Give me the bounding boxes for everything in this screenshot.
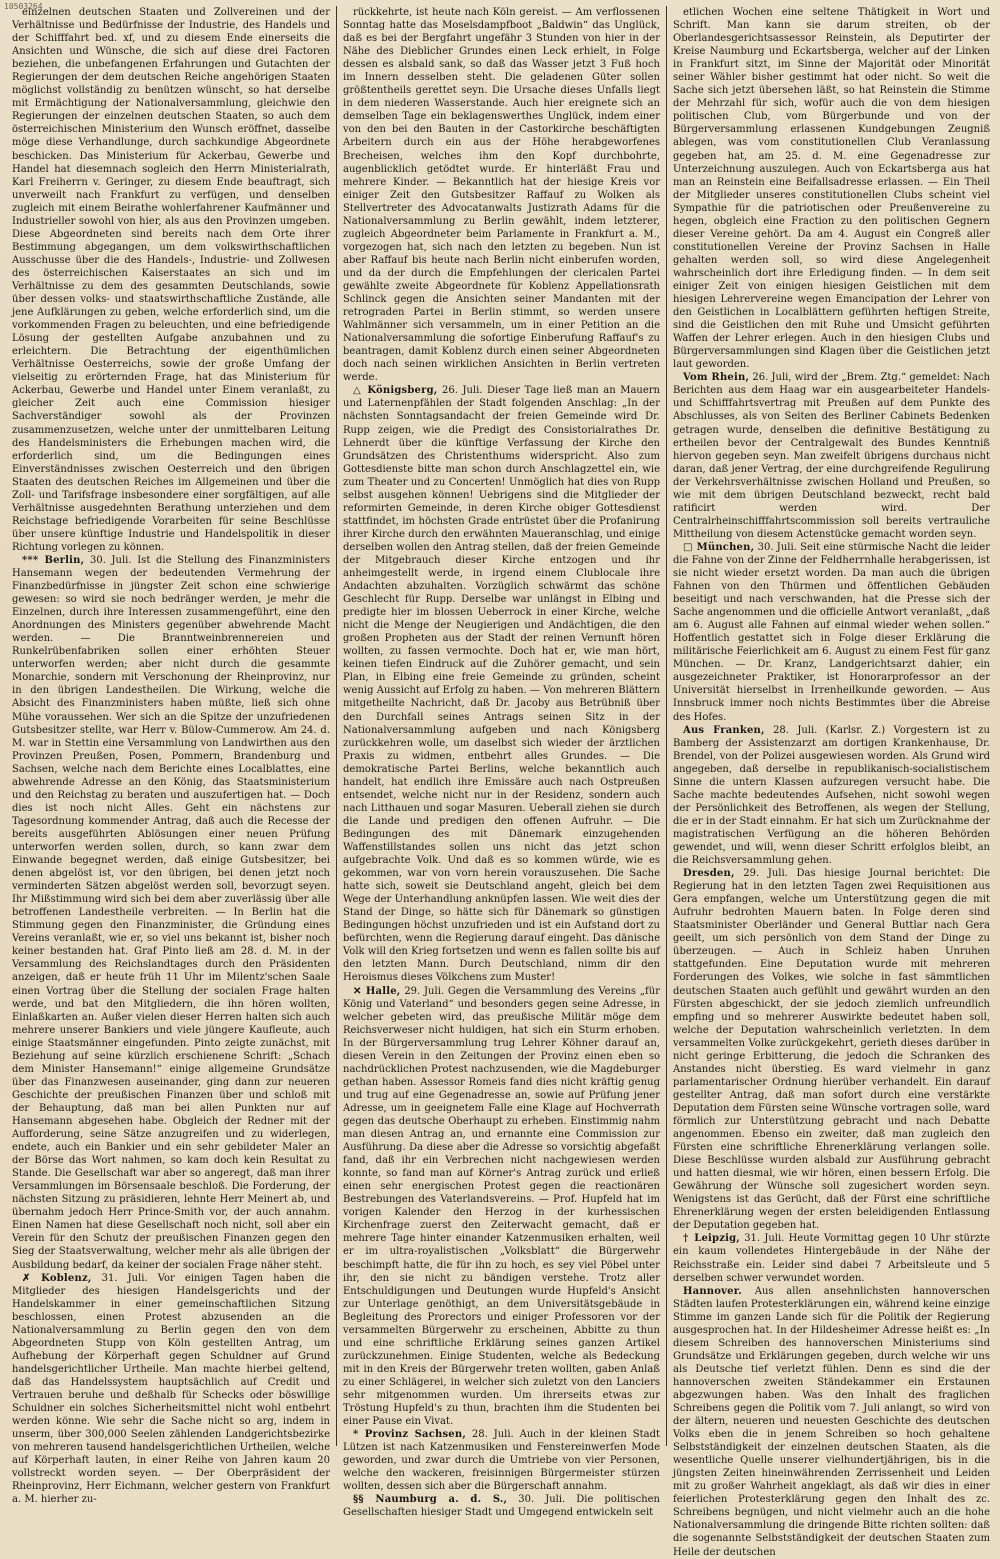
column-middle	[336, 6, 666, 1519]
paragraph-text: 30. Juli. Ist die Stellung des Finanzministers Hansemann wegen der bedeutenden Vermehrung der Finanzbedürfnisse in jüngster Zeit schon eine schwierige gewesen: so wird sie noch bedränger werden, je mehr die Einzelnen, durch ihre Interessen zusammengeführt, eine den Anordnungen des Ministers gegenüber abwehrende Macht werden. — Die Branntweinbrennereien und Runkelrübenfabriken sollen einer erhöhten Steuer unterworfen werden; aber nicht durch die gesammte Monarchie, sondern mit Verschonung der Rheinprovinz, nur in den übrigen Landestheilen. Die Wirkung, welche die Absicht des Finanzministers haben müßte, ließ sich ohne Mühe voraussehen. Wer sich an die Spitze der unzufriedenen Gutsbesitzer stellte, war Herr v. Bülow-Cummerow. Am 24. d. M. war in Stettin eine Versammlung von Landwirthen aus den Provinzen Preußen, Posen, Pommern, Brandenburg und Sachsen, welche nach dem Berichte eines Localblattes, eine abwehrende Adresse an den König, das Staatsministerium und den Reichstag zu beraten und auszufertigen hat. — Doch dies ist noch nicht Alles. Geht ein nächstens zur Tagesordnung kommender Antrag, daß auch die Recesse der bereits ausgeführten Ablösungen einer neuen Prüfung unterworfen werden sollen, durch, so kann zwar dem Einwande begegnet werden, daß einige Gutsbesitzer, bei denen abgelöst ist, vor den übrigen, bei denen jetzt noch verminderten Sätzen abgelöst werden soll, bevorzugt seyen. Ihr Mißstimmung wird sich bei dem aber zuverlässig über alle betroffenen Landestheile verbreiten. — In Berlin hat die Stimmung gegen den Finanzminister, die Gründung eines Vereins veranlaßt, wie er, so viel uns bekannt ist, bisher noch keiner bestanden hat. Graf Pinto ließ am 28. d. M. in der Versammlung des Reichslandtages durch den Präsidenten anzeigen, daß er heute früh 11 Uhr im Milentz'schen Saale einen Vortrag über die Stellung der socialen Frage halten werde, und bat den Mitgliedern, die ihn hören wollten, Einlaßkarten an. Außer vielen dieser Herren halten sich auch mehrere unserer Bankiers und viele jüngere Kaufleute, auch einige Staatsmänner eingefunden. Pinto zeigte zunächst, mit Beziehung auf seine kürzlich erschienene Schrift: „Schach dem Minister Hansemann!“ einige allgemeine Grundsätze über das Finanzwesen auseinander, ging dann zur neueren Geschichte der preußischen Finanzen über und schloß mit der Behauptung, daß man bei allen Punkten nur auf Hansemann abgesehen habe. Obgleich der Redner mit der Aufforderung, seine Sätze anzugreifen und zu widerlegen, endete, auch ein Bankier und ein sehr gebildeter Maler an der Börse das Wort nahmen, so kam doch kein Resultat zu Stande. Die Gesellschaft war aber so angeregt, daß man ihrer Versammlungen im Börsensaale beschloß. Die Forderung, der nächsten Sitzung zu präsidieren, lehnte Herr Meinert ab, und übernahm jedoch Herr Prince-Smith vor, der auch annahm. Einen Namen hat diese Gesellschaft noch nicht, soll aber ein Verein für den Schutz der preußischen Finanzen gegen den Sieg der Staatsverwaltung, welcher mehr als alle übrigen der Ausbildung bedarf, da keiner der socialen Frage näher steht.	[12, 554, 330, 1271]
dateline: ✕ Halle,	[353, 985, 401, 997]
paragraph-text: 30. Juli. Die politischen Gesellschaften hiesiger Stadt und Umgegend entwickeln seit	[343, 1494, 660, 1519]
paragraph-text: 30. Juli. Seit eine stürmische Nacht die leider die Fahne von der Zinne der Feldherrnhalle herabgerissen, ist sie nicht wieder ersetzt worden. Da man auch die übrigen Fahnen von den Thürmen und öffentlichen Gebäuden beseitigt und nach verschwanden, hat die Presse sich der Sache angenommen und die officielle Antwort veranlaßt, „daß am 6. August alle Fahnen auf einmal wieder wehen sollen.“ Hoffentlich gestattet sich in Folge dieser Erklärung die militärische Feierlichkeit am 6. August zu einem Fest für ganz München. — Dr. Kranz, Landgerichtsarzt dahier, ein ausgezeichneter Praktiker, ist Honorarprofessor an der Universität hierselbst in Irrenheilkunde geworden. — Aus Innsbruck immer noch nichts Bestimmtes über die Abreise des Hofes.	[673, 541, 990, 723]
paragraph-text: etlichen Wochen eine seltene Thätigkeit in Wort und Schrift. Man kann sie darum streiten, ob der Oberlandesgerichtsassessor Reinstein, als Deputirter der Kreise Naumburg und Eckartsberga, welcher auf der Linken in Frankfurt sitzt, im Sinne der Majorität oder Minorität seiner Wähler bisher gestimmt hat oder nicht. So weit die Sache sich jetzt übersehen läßt, so hat Reinstein die Stimme der Mehrzahl für sich, wofür auch die von dem hiesigen politischen Club, vom Bürgerbunde und von der Bürgerversammlung erlassenen Kundgebungen Zeugniß ablegen, was vom constitutionellen Club Veranlassung gegeben hat, am 25. d. M. eine Gegenadresse zur Unterzeichnung auszulegen. Auch von Eckartsberga aus hat man an Reinstein eine Beifallsadresse erlassen. — Ein Theil der Mitglieder unseres constitutionellen Clubs scheint viel Sympathie für die patriotischen oder Preußenvereine zu hegen, obgleich eine Fraction zu den politischen Gegnern dieser Vereine gehört. Da am 4. August ein Congreß aller constitutionellen Vereine der Provinz Sachsen in Halle gehalten werden soll, so wird diese Angelegenheit wahrscheinlich dort ihre Erledigung finden. — In dem seit einiger Zeit von einigen hiesigen Geistlichen mit dem hiesigen Lehrervereine wegen Emancipation der Lehrer von den Geistlichen in Localblättern geführten heftigen Streite, sind die Geistlichen den mit Ruhe und Umsicht geführten Waffen der Lehrer erlegen. Auch in den hiesigen Clubs und Bürgerversammlungen sind Klagen über die Geistlichen jetzt laut geworden.	[673, 7, 990, 371]
paragraph-text: rückkehrte, ist heute nach Köln gereist. — Am verflossenen Sonntag hatte das Moselsdampfboot „Baldwin“ das Unglück, daß es bei der Bergfahrt ungefähr 3 Stunden von hier in der Nähe des Dieblicher Grundes einen Leck erhielt, in Folge dessen es alsbald sank, so daß das Wasser jetzt 3 Fuß hoch im Innern desselben steht. Die geladenen Güter sollen größtentheils gerettet seyn. Die Ursache dieses Unfalls liegt in dem niederen Wasserstande. Auch hier ereignete sich an demselben Tage ein beklagenswerthes Unglück, indem einer von den bei den Bauten in der Castorkirche beschäftigten Arbeitern durch ein aus der Höhe herabgeworfenes Brecheisen, welches ihm den Kopf durchbohrte, augenblicklich getödtet wurde. Er hinterläßt Frau und mehrere Kinder. — Bekanntlich hat der hiesige Kreis vor einiger Zeit den Gutsbesitzer Raffauf zu Wolken als Stellvertreter des Advocatanwalts Justizrath Adams für die Nationalversammlung zu Berlin gewählt, indem letzterer, zugleich Abgeordneter beim Parlamente in Frankfurt a. M., vorgezogen hat, sich nach den letzten zu begeben. Nun ist aber Raffauf bis heute nach Berlin nicht einberufen worden, und da der durch die Empfehlungen der clericalen Partei gewählte zweite Abgeordnete für Koblenz Appellationsrath Schlinck gegen die Ansichten seiner Mandanten mit der retrograden Partei in Berlin stimmt, so werden unsere Wahlmänner sich versammeln, um in einer Petition an die Nationalversammlung die sofortige Einberufung Raffauf's zu beantragen, damit Koblenz durch einen seiner Abgeordneten doch nach seinen wirklichen Ansichten in Berlin vertreten werde.	[343, 7, 660, 384]
paragraph-text: 28. Juli. Auch in der kleinen Stadt Lützen ist nach Katzenmusiken und Fenstereinwerfen Mode geworden, und zwar durch die Umtriebe von vier Personen, welche den wackeren, freisinnigen Bürgermeister stürzen wollten, dessen sich aber die Bürgerschaft annahm.	[343, 1429, 660, 1493]
dateline: Vom Rhein,	[683, 372, 750, 384]
archive-id: 10503264	[4, 2, 43, 11]
dateline: §§ Naumburg a. d. S.,	[353, 1494, 508, 1506]
text-columns	[6, 6, 996, 1558]
dateline: □ München,	[683, 541, 755, 553]
dateline: † Leipzig,	[683, 1233, 740, 1245]
article-paragraph	[673, 6, 990, 371]
article-paragraph	[673, 724, 990, 868]
column-left	[6, 6, 336, 1506]
article-paragraph	[673, 541, 990, 724]
article-paragraph	[343, 985, 660, 1429]
article-paragraph	[673, 371, 990, 541]
article-paragraph	[343, 384, 660, 984]
article-paragraph	[12, 1272, 330, 1507]
paragraph-text: 31. Juli. Heute Vormittag gegen 10 Uhr stürzte ein kaum vollendetes Hintergebäude in der Nähe der Reichsstraße ein. Leider sind dabei 7 Arbeitsleute und 5 derselben schwer verwundet worden.	[673, 1233, 990, 1284]
paragraph-text: einzelnen deutschen Staaten und Zollvereinen und der Verhältnisse und Bedürfnisse der Industrie, des Handels und der Schifffahrt bed. xf, und zu diesem Ende einerseits die Ansichten und Wünsche, die sich auf diese drei Factoren beziehen, die unbefangenen Erfahrungen und Gutachten der Regierungen der dem deutschen Reiche angehörigen Staaten möglichst vollständig zu benützen wünscht, so hat derselbe mit Ermächtigung der Nationalversammlung, gleichwie den Regierungen der einzelnen deutschen Staaten, so auch dem österreichischen Ministerium den Wunsch eröffnet, dasselbe möge diese Verhandlunge, durch sachkundige Abgeordnete beschicken. Das Ministerium für Ackerbau, Gewerbe und Handel hat diesemnach sogleich den Herrn Ministerialrath, Karl Freiherrn v. Geringer, zu diesem Ende beauftragt, sich unverweilt nach Frankfurt zu verfügen, und denselben zugleich mit einem Beirathe wohlerfahrener Kaufmänner und Industrieller sowohl von hier, als aus den Provinzen umgeben. Diese Abgeordneten sind bereits nach dem Orte ihrer Bestimmung abgegangen, um dem volkswirthschaftlichen Ausschusse über die des Handels-, Industrie- und Zollwesen des österreichischen Kaiserstaates an sich und im Verhältnisse zu dem des gesammten Deutschlands, sowie über dessen volks- und staatswirthschaftliche Zustände, alle jene Aufklärungen zu geben, welche erforderlich sind, um die vorkommenden Fragen zu beleuchten, und eine befriedigende Lösung der gestellten Aufgabe anzubahnen und zu erleichtern. Die Betrachtung der eigenthümlichen Verhältnisse Oesterreichs, sowie der große Umfang der vielseitig zu erörternden Frage, hat das Ministerium für Ackerbau, Gewerbe und Handel unter Einem veranlaßt, zu gleicher Zeit auch eine Commission hiesiger Sachverständiger sowohl als der Provinzen zusammenzusetzen, welche unter der unmittelbaren Leitung des Handelsministers die Erhebungen machen wird, die erforderlich sind, um die Bedingungen eines Einverständnisses zwischen Oesterreich und den übrigen Staaten des deutschen Reiches im Allgemeinen und über die Zoll- und Tarifsfrage insbesondere einer sorgfältigen, auf alle Verhältnisse ausgedehnten Berathung unterziehen und dem Reichstage befriedigende Vorarbeiten für seine Beschlüsse über unsere künftige Industrie und Handelspolitik in dieser Richtung vorlegen zu können.	[12, 7, 330, 553]
paragraph-text: 31. Juli. Vor einigen Tagen haben die Mitglieder des hiesigen Handelsgerichts und der Handelskammer in einer gemeinschaftlichen Sitzung beschlossen, einen Protest abzusenden an die Nationalversammlung zu Berlin gegen den von dem Abgeordneten Stupp von Köln gestellten Antrag, um Aufhebung der Körperhaft gegen Schuldner auf Grund handelsgerichtlicher Urtheile. Man machte hierbei geltend, daß das Handelssystem hauptsächlich auf Credit und Vertrauen beruhe und deßhalb für Schecks oder böswillige Schuldner ein solches Sicherheitsmittel nicht wohl entbehrt werden könne. Wie sehr die Sache nicht so arg, indem in unserm, über 300,000 Seelen zählenden Landgerichtsbezirke von mehreren tausend handelsgerichtlichen Urtheilen, welche auf Körperhaft lauten, in einer Reihe von Jahren kaum 20 vollstreckt worden seyen. — Der Oberpräsident der Rheinprovinz, Herr Eichmann, welcher gestern von Frankfurt a. M. hierher zu-	[12, 1272, 330, 1506]
dateline: △ Königsberg,	[353, 385, 438, 397]
dateline: ✗ Koblenz,	[22, 1272, 92, 1284]
article-paragraph	[12, 554, 330, 1272]
dateline: Aus Franken,	[683, 724, 765, 736]
article-paragraph	[343, 1493, 660, 1519]
dateline: Dresden,	[683, 868, 735, 880]
paragraph-text: 29. Juli. Das hiesige Journal berichtet: Die Regierung hat in den letzten Tagen zwei Requisitionen aus Gera empfangen, welche um Unterstützung gegen die mit Aufruhr bedrohten Mauern baten. In Folge deren sind Staatsminister Oberländer und General Buttlar nach Gera geeilt, um sich persönlich von dem Stand der Dinge zu überzeugen. — Auch in Schleiz haben Unruhen stattgefunden. Eine Deputation wurde mit mehreren Forderungen des Volkes, wie solche in fast sämmtlichen deutschen Staaten auch gefühlt und gewährt wurden an den Fürsten abgeschickt, der sie jedoch ziemlich unfreundlich empfing und so mehrerer Auswirkte bedeutet haben soll, welche der Deputation wahrscheinlich verletzten. In dem versammelten Volke zurückgekehrt, gerieth dieses darüber in nicht geringe Erbitterung, die jedoch die Schranken des Anstandes nicht überstieg. Es ward vielmehr in ganz parlamentarischer Ordnung hierüber verhandelt. Ein darauf gestellter Antrag, daß man sofort durch eine verstärkte Deputation dem Fürsten seine Wünsche vortragen solle, ward förmlich zur Unterstützung gebracht und nach Debatte angenommen. Ebenso ein zweiter, daß man zugleich den Fürsten eine schriftliche Ehrenerklärung verlangen solle. Diese Beschlüsse wurden alsbald zur Ausführung gebracht und hatten diesmal, wie wir hören, einen bessern Erfolg. Die Gewährung der Wünsche soll zugesichert worden seyn. Wenigstens ist das Gerücht, daß der Fürst eine schriftliche Ehrenerklärung wegen der ersten beleidigenden Entlassung der Deputation gegeben hat.	[673, 868, 990, 1232]
article-paragraph	[343, 1428, 660, 1493]
paragraph-text: 26. Juli. Dieser Tage ließ man an Mauern und Laternenpfählen der Stadt folgenden Anschlag: „In der nächsten Sonntagsandacht der freien Gemeinde wird Dr. Rupp zeigen, wie die Predigt des Consistorialrathes Dr. Lehnerdt über die künftige Verfassung der Kirche den Grundsätzen des Christenthums widerspricht. Also zum Gottesdienste bitte man schon durch Anschlagzettel ein, wie zum Theater und zu Concerten! Unmöglich hat dies von Rupp selbst ausgehen können! Uebrigens sind die Mitglieder der reformirten Gemeinde, in deren Kirche obiger Gottesdienst stattfindet, im höchsten Grade entrüstet über die Profanirung ihrer Kirche durch den erwähnten Maueranschlag, und einige derselben wollen den Antrag stellen, daß der freien Gemeinde der Mitgebrauch dieser Kirche entzogen und ihr anheimgestellt werde, in irgend einem Clublocale ihre Andachten abzuhalten. Vorzüglich schwärmt das schöne Geschlecht für Rupp. Derselbe war unlängst in Elbing und predigte hier im blossen Ueberrock in einer Kirche, welche nicht die Menge der Neugierigen und Andächtigen, die den großen Propheten aus der Stadt der reinen Vernunft hören wollten, zu fassen vermochte. Doch hat er, wie man hört, keinen tiefen Eindruck auf die Zuhörer gemacht, und sein Plan, in Elbing eine freie Gemeinde zu gründen, scheint wenig Aussicht auf Erfolg zu haben. — Von mehreren Blättern mitgetheilte Nachricht, daß Dr. Jacoby aus Betrübniß über den Durchfall seines Antrags seinen Sitz in der Nationalversammlung aufgeben und nach Königsberg zurückkehren wolle, um daselbst sich wieder der ärztlichen Praxis zu widmen, entbehrt alles Grundes. — Die demokratische Partei Berlins, welche bekanntlich auch handelt, hat endlich ihre Emissäre auch nach Ostpreußen entsendet, welche nicht nur in der Residenz, sondern auch nach Litthauen und sogar Masuren. Ueberall ziehen sie durch die Lande und predigen den offenen Aufruhr. — Die Bedingungen des mit Dänemark einzugehenden Waffenstillstandes sollen uns nicht das jetzt schon aufgebrachte Volk. Und daß es so kommen würde, wie es gekommen, war von vorn herein vorauszusehen. Die Sache hatte sich, soweit sie Deutschland angeht, gleich bei dem Wege der Unterhandlung anknüpfen lassen. Wie weit dies der Stand der Dinge, so hätte sich für Dänemark so günstigen Bedingungen höchst unzufrieden und ist ein Aufstand dort zu befürchten, wenn die Regierung darauf eingeht. Das dänische Volk will den Krieg fortsetzen und wenn es fallen sollte bis auf den letzten Mann. Durch Deutschland, nimm dir den Heroismus dieses Völkchens zum Muster!	[343, 385, 660, 984]
paragraph-text: 26. Juli, wird der „Brem. Ztg.“ gemeldet: Nach Berichten aus dem Haag war ein ausgearbeiteter Handels- und Schifffahrtsvertrag mit Preußen auf dem Punkte des Abschlusses, als von Seiten des Berliner Cabinets Bedenken getragen wurde, denselben die definitive Bestätigung zu ertheilen bevor der Centralgewalt des Bundes Kenntniß hiervon gegeben seyn. Man zweifelt übrigens durchaus nicht daran, daß jener Vertrag, der eine durchgreifende Regulirung der Verkehrsverhältnisse zwischen Holland und Preußen, so wie mit dem übrigen Deutschland bezweckt, recht bald ratificirt werden wird. Der Centralrheinschifffahrtscommission soll bereits vertrauliche Mittheilung von diesem Actenstücke gemacht worden seyn.	[673, 372, 990, 540]
article-paragraph	[673, 867, 990, 1232]
article-paragraph	[673, 1232, 990, 1284]
dateline: Hannover.	[683, 1285, 742, 1297]
article-paragraph	[12, 6, 330, 554]
column-right	[666, 6, 996, 1558]
paragraph-text: 29. Juli. Gegen die Versammlung des Vereins „für König und Vaterland“ und besonders gegen seine Adresse, in welcher gebeten wird, das preußische Militär möge dem Reichsverweser nicht huldigen, hat sich ein Sturm erhoben. In der Bürgerversammlung trug Lehrer Köhner darauf an, diesen Verein in den Zeitungen der Provinz einen eben so nachdrücklichen Protest nachzusenden, wie die Magdeburger gethan haben. Assessor Romeis fand dies nicht kräftig genug und trug auf eine Gegenadresse an, sowie auf Prüfung jener Adresse, um in geeignetem Falle eine Klage auf Hochverrath gegen das deutsche Oberhaupt zu erheben. Einstimmig nahm man diesen Antrag an, und ernannte eine Commission zur Ausführung. Da diese aber die Adresse so vorsichtig abgefaßt fand, daß ihr ein Verbrechen nicht nachgewiesen werden konnte, so fand man auf Körner's Antrag zurück und erließ einen sehr energischen Protest gegen die reactionären Bestrebungen des Vaterlandsvereins. — Prof. Hupfeld hat im vorigen Kalender den Herzog in der kurhessischen Kirchenfrage zuerst den Zeiterwacht gemacht, daß er mehrere Tage hinter einander Katzenmusiken erhalten, weil er im ultra-royalistischen „Volksblatt“ die Bürgerwehr beschimpft hatte, die für ihn zu hoch, es sey viel Pöbel unter ihr, den sie nicht zu bändigen verstehe. Trotz aller Entschuldigungen und Deutungen wurde Hupfeld's Ansicht zur Unterlage genöthigt, an dem Universitätsgebäude in Begleitung des Prorectors und einiger Professoren vor der versammelten Bürgerwehr zu erscheinen, Abbitte zu thun und eine schriftliche Erklärung seines ganzen Artikel zurückzunehmen. Einige Studenten, welche als Bedeckung mit in den Kreis der Bürgerwehr treten wollten, gaben Anlaß zu einer Schlägerei, in welcher sich zuletzt von den Lanciers sehr mitgenommen wurden. Um ihrerseits etwas zur Tröstung Hupfeld's zu thun, brachten ihm die Studenten bei einer Pause ein Vivat.	[343, 985, 660, 1428]
paragraph-text: Aus allen ansehnlichsten hannoverschen Städten laufen Protesterklärungen ein, während keine einzige Stimme im ganzen Lande sich für die Politik der Regierung ausgesprochen hat. In der Hildesheimer Adresse heißt es: „In diesem Schreiben des hannoverschen Ministeriums sind Grundsätze und Erklärungen gegeben, durch welche wir uns als Deutsche tief verletzt fühlen. Denn es sind die der hannoverschen zweiten Ständekammer ein Erstaunen abgezwungen haben. Was den Inhalt des fraglichen Schreibens gegen die Politik vom 7. Juli anlangt, so wird von der ältern, neueren und neuesten Geschichte des deutschen Volks eben die in jenem Schreiben so hoch gehaltene Selbstständigkeit der einzelnen deutschen Staaten, als die wesentliche Quelle unserer vielhundertjährigen, bis in die jüngsten Zeiten hineinwährenden Zerrissenheit und Leiden mit zu großer Wahrheit angeklagt, als daß wir dies in einer feierlichen Protesterklärung gegen den Inhalt des zc. Schreibens begnügen, und nicht vielmehr auch an die hohe Nationalversammlung die dringende Bitte richten sollten: daß die sogenannte Selbstständigkeit der deutschen Staaten zum Heile der deutschen	[673, 1285, 990, 1558]
article-paragraph	[343, 6, 660, 384]
dateline: * Provinz Sachsen,	[353, 1429, 467, 1441]
paragraph-text: 28. Juli. (Karlsr. Z.) Vorgestern ist zu Bamberg der Assistenzarzt am dortigen Krankenhause, Dr. Brendel, von der Polizei ausgewiesen worden. Als Grund wird angegeben, daß derselbe in republikanisch-socialistischem Sinne die untern Klassen aufzuregen versucht habe. Die Sache machte bedeutendes Aufsehen, nicht sowohl wegen der Persönlichkeit des Betroffenen, als wegen der Stellung, die er in der Stadt einnahm. Er hat sich um Zurücknahme der magistratischen Verfügung an die höheren Behörden gewendet, und will, wenn dieser Schritt erfolglos bleibt, an die Reichsversammlung gehen.	[673, 724, 990, 867]
article-paragraph	[673, 1285, 990, 1559]
dateline: *** Berlin,	[22, 554, 85, 566]
